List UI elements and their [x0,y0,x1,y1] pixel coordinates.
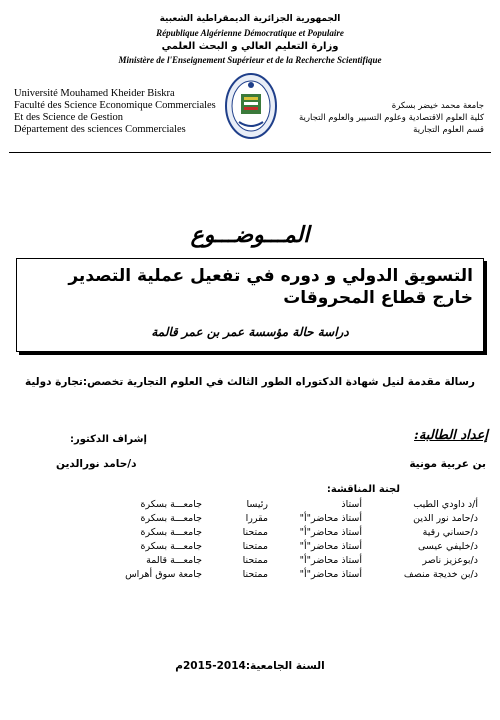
member-university: جامعة سوق أهراس [125,569,202,580]
student-name: بن عربية مونية [409,458,486,470]
supervisor-name: د/حامد نورالدين [56,458,137,470]
member-university: جامعـــة بسكرة [140,541,202,552]
university-info-french [14,88,234,136]
member-role: مقررا [245,513,268,524]
committee-row [0,498,500,512]
university-info-arabic [270,100,484,136]
member-name: د/حساني رقية [422,527,478,538]
member-name: د/حامد نور الدين [413,513,478,524]
committee-row [0,512,500,526]
header-divider [9,152,491,153]
member-university: جامعـــة بسكرة [140,527,202,538]
ministry-french: Ministère de l'Enseignement Supérieur et de la Recherche Scientifique [118,55,382,65]
member-role: ممتحنا [242,555,268,566]
member-university: جامعـــة بسكرة [140,499,202,510]
ministry-arabic: وزارة التعليم العالي و البحث العلمي [161,41,339,52]
member-role: ممتحنا [242,541,268,552]
member-name: د/خليفي عيسى [418,541,478,552]
republic-arabic: الجمهورية الجزائرية الديمقراطية الشعبية [159,14,341,24]
committee-label: لجنة المناقشة: [326,484,400,495]
committee-row [0,554,500,568]
member-role: ممتحنا [242,569,268,580]
faculty-line: Faculté des Science Economique Commerciales [14,100,216,111]
university-line-ar: جامعة محمد خيضر بسكرة [391,101,484,111]
subject-label: المـــوضـــوع [190,222,310,248]
supervisor-label: إشراف الدكتور: [70,434,147,445]
member-rank: أستاذ [341,499,362,510]
member-rank: أستاذ محاضر"أ" [299,527,362,538]
member-university: جامعـــة قالمة [146,555,202,566]
thesis-title: التسويق الدولي و دوره في تفعيل عملية التصدير خارج قطاع المحروقات [68,266,473,308]
member-name: د/بن خديجة منصف [403,569,478,580]
thesis-statement: رسالة مقدمة لنيل شهادة الدكتوراه الطور الثالث في العلوم التجارية تخصص:تجارة دولية [25,376,475,388]
committee-row [0,540,500,554]
committee-row [0,526,500,540]
member-role: ممتحنا [242,527,268,538]
member-rank: أستاذ محاضر"أ" [299,513,362,524]
department-line: Département des sciences Commerciales [14,124,186,135]
university-line: Université Mouhamed Kheider Biskra [14,88,175,99]
member-rank: أستاذ محاضر"أ" [299,555,362,566]
member-name: أ/د داودي الطيب [413,499,478,510]
member-rank: أستاذ محاضر"أ" [299,569,362,580]
faculty-line-ar: كلية العلوم الاقتصادية وعلوم التسيير والعلوم التجارية [298,113,484,123]
student-label: إعداد الطالبة: [414,428,488,443]
member-name: د/بوعزيز ناصر [422,555,478,566]
member-role: رئيسا [246,499,268,510]
member-rank: أستاذ محاضر"أ" [299,541,362,552]
republic-french: République Algérienne Démocratique et Populaire [156,28,344,38]
committee-row [0,568,500,582]
case-study: دراسة حالة مؤسسة عمر بن عمر قالمة [151,325,349,339]
faculty-line-2: Et des Science de Gestion [14,112,124,123]
department-line-ar: قسم العلوم التجارية [413,125,484,135]
member-university: جامعـــة بسكرة [140,513,202,524]
title-box [16,258,484,352]
academic-year: السنة الجامعية:2014-2015م [175,660,325,672]
